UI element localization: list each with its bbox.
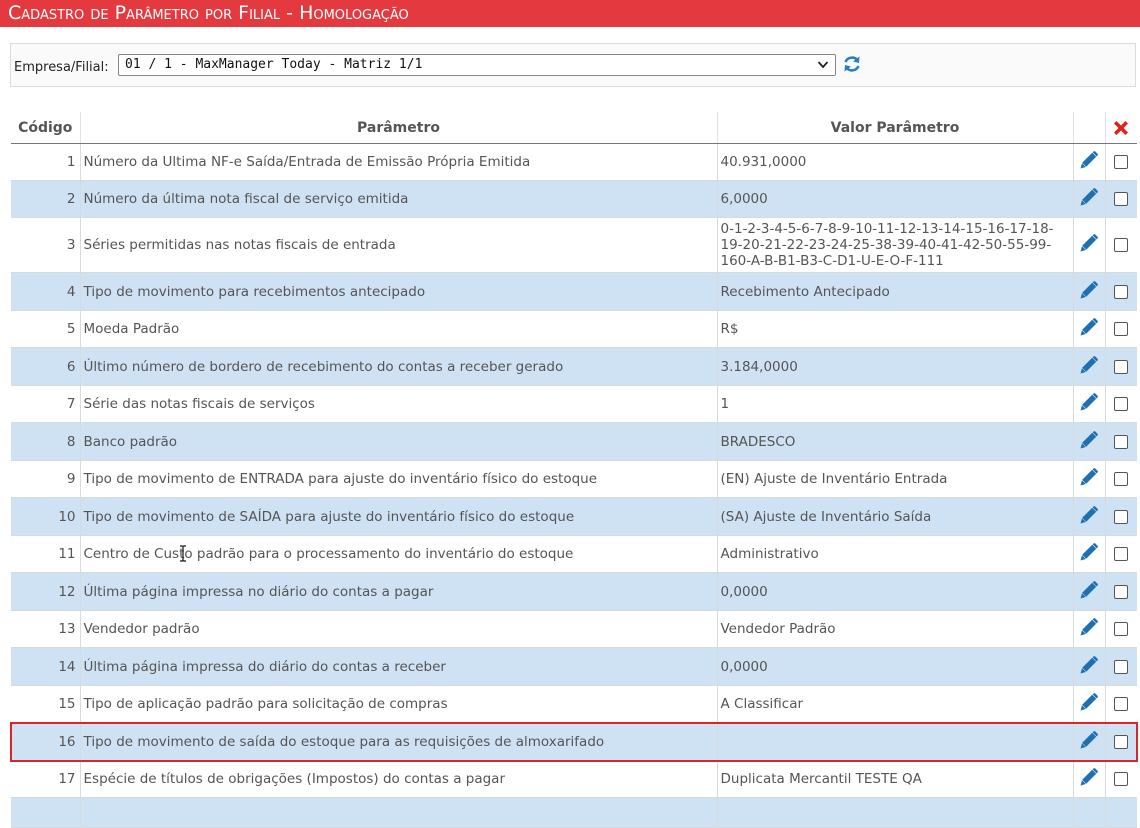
row-valor: 0,0000 xyxy=(717,648,1073,686)
row-codigo: 4 xyxy=(11,273,80,311)
chevron-down-icon xyxy=(817,56,829,80)
edit-button[interactable] xyxy=(1073,798,1105,828)
edit-button[interactable] xyxy=(1073,573,1105,611)
table-row[interactable] xyxy=(11,423,1137,461)
row-parametro: Banco padrão xyxy=(80,423,717,461)
row-codigo: 9 xyxy=(11,461,80,498)
row-parametro: Séries permitidas nas notas fiscais de entrada xyxy=(80,218,717,273)
row-codigo: 7 xyxy=(11,386,80,423)
table-row[interactable] xyxy=(11,798,1137,828)
pencil-icon xyxy=(1079,505,1099,525)
edit-button[interactable] xyxy=(1073,181,1105,218)
parameters-table xyxy=(10,112,1138,828)
row-codigo: 14 xyxy=(11,648,80,686)
row-select-checkbox[interactable] xyxy=(1114,322,1128,336)
row-select-cell xyxy=(1105,386,1137,423)
row-codigo: 16 xyxy=(11,723,80,761)
pencil-icon xyxy=(1079,187,1099,207)
table-row-selected[interactable] xyxy=(11,723,1137,761)
table-row[interactable] xyxy=(11,573,1137,611)
row-parametro: Número da última nota fiscal de serviço emitida xyxy=(80,181,717,218)
refresh-icon[interactable] xyxy=(842,54,862,74)
row-select-checkbox[interactable] xyxy=(1114,735,1128,749)
row-parametro: Tipo de movimento para recebimentos antecipado xyxy=(80,273,717,311)
edit-button[interactable] xyxy=(1073,686,1105,723)
row-select-cell xyxy=(1105,218,1137,273)
row-valor: 3.184,0000 xyxy=(717,348,1073,386)
table-row[interactable] xyxy=(11,648,1137,686)
edit-button[interactable] xyxy=(1073,498,1105,536)
row-valor: Vendedor Padrão xyxy=(717,611,1073,648)
row-valor: (EN) Ajuste de Inventário Entrada xyxy=(717,461,1073,498)
row-codigo: 6 xyxy=(11,348,80,386)
table-row[interactable] xyxy=(11,218,1137,273)
edit-button[interactable] xyxy=(1073,611,1105,648)
row-codigo: 2 xyxy=(11,181,80,218)
row-parametro: Última página impressa do diário do contas a receber xyxy=(80,648,717,686)
edit-button[interactable] xyxy=(1073,348,1105,386)
row-select-checkbox[interactable] xyxy=(1114,510,1128,524)
company-branch-select[interactable] xyxy=(118,54,836,76)
row-select-cell xyxy=(1105,536,1137,573)
row-valor: 40.931,0000 xyxy=(717,144,1073,181)
row-valor: Administrativo xyxy=(717,536,1073,573)
row-parametro: Último número de bordero de recebimento do contas a receber gerado xyxy=(80,348,717,386)
table-row[interactable] xyxy=(11,144,1137,181)
company-branch-label: Empresa/Filial: xyxy=(14,60,109,75)
column-header-valor[interactable]: Valor Parâmetro xyxy=(717,112,1073,144)
edit-button[interactable] xyxy=(1073,423,1105,461)
row-valor: 1 xyxy=(717,386,1073,423)
row-valor: 6,0000 xyxy=(717,181,1073,218)
row-parametro xyxy=(80,798,717,828)
edit-button[interactable] xyxy=(1073,723,1105,761)
pencil-icon xyxy=(1079,580,1099,600)
edit-button[interactable] xyxy=(1073,273,1105,311)
edit-button[interactable] xyxy=(1073,311,1105,348)
table-row[interactable] xyxy=(11,686,1137,723)
table-row[interactable] xyxy=(11,498,1137,536)
row-valor xyxy=(717,798,1073,828)
edit-button[interactable] xyxy=(1073,218,1105,273)
table-row[interactable] xyxy=(11,311,1137,348)
row-select-cell xyxy=(1105,648,1137,686)
filter-panel xyxy=(10,43,1136,87)
pencil-icon xyxy=(1079,233,1099,253)
row-select-cell xyxy=(1105,144,1137,181)
delete-x-icon xyxy=(1111,118,1131,138)
row-select-cell xyxy=(1105,761,1137,798)
row-codigo: 1 xyxy=(11,144,80,181)
table-row[interactable] xyxy=(11,461,1137,498)
row-select-cell xyxy=(1105,273,1137,311)
row-valor: 0-1-2-3-4-5-6-7-8-9-10-11-12-13-14-15-16-17-18-19-20-21-22-23-24-25-38-39-40-41-42-50-55-99-160-A-B-B1-B3-C-D1-U-E-O-F-111 xyxy=(717,218,1073,273)
row-select-checkbox[interactable] xyxy=(1114,155,1128,169)
row-select-checkbox[interactable] xyxy=(1114,622,1128,636)
pencil-icon xyxy=(1079,767,1099,787)
row-select-checkbox[interactable] xyxy=(1114,192,1128,206)
row-parametro: Série das notas fiscais de serviços xyxy=(80,386,717,423)
row-parametro: Moeda Padrão xyxy=(80,311,717,348)
table-row[interactable] xyxy=(11,611,1137,648)
row-valor: BRADESCO xyxy=(717,423,1073,461)
row-select-checkbox[interactable] xyxy=(1114,397,1128,411)
pencil-icon xyxy=(1079,692,1099,712)
row-codigo: 5 xyxy=(11,311,80,348)
row-select-cell xyxy=(1105,423,1137,461)
row-select-cell xyxy=(1105,461,1137,498)
edit-button[interactable] xyxy=(1073,144,1105,181)
row-parametro: Vendedor padrão xyxy=(80,611,717,648)
page-title: Cadastro de Parâmetro por Filial - Homologação xyxy=(0,0,1140,27)
row-parametro: Espécie de títulos de obrigações (Impostos) do contas a pagar xyxy=(80,761,717,798)
table-row[interactable] xyxy=(11,273,1137,311)
row-parametro: Tipo de movimento de SAÍDA para ajuste do inventário físico do estoque xyxy=(80,498,717,536)
row-select-checkbox[interactable] xyxy=(1114,360,1128,374)
row-codigo: 10 xyxy=(11,498,80,536)
row-select-checkbox[interactable] xyxy=(1114,547,1128,561)
row-select-checkbox[interactable] xyxy=(1114,238,1128,252)
table-row[interactable] xyxy=(11,181,1137,218)
pencil-icon xyxy=(1079,542,1099,562)
pencil-icon xyxy=(1079,617,1099,637)
pencil-icon xyxy=(1079,430,1099,450)
row-valor: R$ xyxy=(717,311,1073,348)
row-codigo xyxy=(11,798,80,828)
row-select-cell xyxy=(1105,611,1137,648)
table-row[interactable] xyxy=(11,386,1137,423)
pencil-icon xyxy=(1079,730,1099,750)
row-select-cell xyxy=(1105,686,1137,723)
edit-button[interactable] xyxy=(1073,386,1105,423)
row-codigo: 15 xyxy=(11,686,80,723)
edit-button[interactable] xyxy=(1073,648,1105,686)
row-valor: 0,0000 xyxy=(717,573,1073,611)
row-select-checkbox[interactable] xyxy=(1114,435,1128,449)
column-header-edit xyxy=(1073,112,1105,144)
pencil-icon xyxy=(1079,150,1099,170)
row-valor: (SA) Ajuste de Inventário Saída xyxy=(717,498,1073,536)
text-cursor-icon xyxy=(179,545,187,562)
row-select-checkbox[interactable] xyxy=(1114,285,1128,299)
row-parametro: Última página impressa no diário do contas a pagar xyxy=(80,573,717,611)
row-select-cell xyxy=(1105,311,1137,348)
column-header-codigo[interactable]: Código xyxy=(11,112,80,144)
row-select-checkbox[interactable] xyxy=(1114,472,1128,486)
pencil-icon xyxy=(1079,655,1099,675)
delete-selected-button[interactable] xyxy=(1105,112,1137,144)
row-valor: Duplicata Mercantil TESTE QA xyxy=(717,761,1073,798)
pencil-icon xyxy=(1079,280,1099,300)
row-valor: A Classificar xyxy=(717,686,1073,723)
row-select-cell xyxy=(1105,573,1137,611)
row-valor xyxy=(717,723,1073,761)
row-select-cell xyxy=(1105,181,1137,218)
row-select-checkbox[interactable] xyxy=(1114,585,1128,599)
row-codigo: 17 xyxy=(11,761,80,798)
row-parametro: Tipo de aplicação padrão para solicitação de compras xyxy=(80,686,717,723)
row-codigo: 13 xyxy=(11,611,80,648)
pencil-icon xyxy=(1079,355,1099,375)
row-select-checkbox[interactable] xyxy=(1114,697,1128,711)
pencil-icon xyxy=(1079,392,1099,412)
row-codigo: 11 xyxy=(11,536,80,573)
row-codigo: 8 xyxy=(11,423,80,461)
row-select-cell xyxy=(1105,723,1137,761)
edit-button[interactable] xyxy=(1073,461,1105,498)
edit-button[interactable] xyxy=(1073,761,1105,798)
row-select-cell xyxy=(1105,798,1137,828)
row-valor: Recebimento Antecipado xyxy=(717,273,1073,311)
pencil-icon xyxy=(1079,467,1099,487)
table-row[interactable] xyxy=(11,348,1137,386)
row-codigo: 3 xyxy=(11,218,80,273)
edit-button[interactable] xyxy=(1073,536,1105,573)
table-header-row xyxy=(11,112,1137,144)
row-parametro: Centro de Custo padrão para o processamento do inventário do estoque xyxy=(80,536,717,573)
row-parametro: Tipo de movimento de ENTRADA para ajuste do inventário físico do estoque xyxy=(80,461,717,498)
row-select-cell xyxy=(1105,498,1137,536)
row-select-checkbox[interactable] xyxy=(1114,772,1128,786)
row-codigo: 12 xyxy=(11,573,80,611)
company-branch-selected-value: 01 / 1 - MaxManager Today - Matriz 1/1 xyxy=(125,57,423,72)
row-parametro: Tipo de movimento de saída do estoque para as requisições de almoxarifado xyxy=(80,723,717,761)
row-parametro: Número da Ultima NF-e Saída/Entrada de Emissão Própria Emitida xyxy=(80,144,717,181)
pencil-icon xyxy=(1079,317,1099,337)
row-select-cell xyxy=(1105,348,1137,386)
column-header-parametro[interactable]: Parâmetro xyxy=(80,112,717,144)
row-select-checkbox[interactable] xyxy=(1114,660,1128,674)
table-row[interactable] xyxy=(11,761,1137,798)
